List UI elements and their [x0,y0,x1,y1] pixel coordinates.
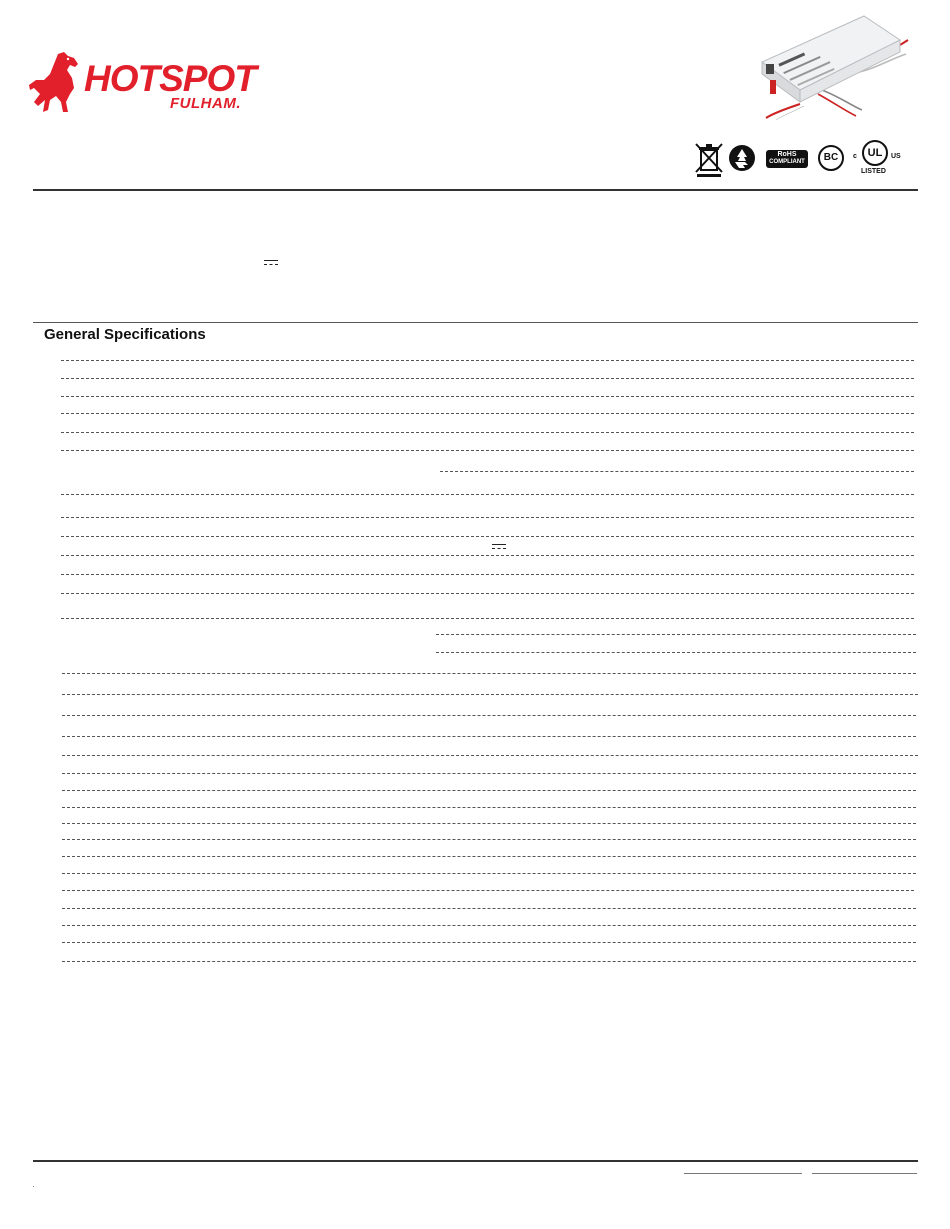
spec-line [440,471,914,472]
bc-badge [818,145,844,171]
horse-icon [28,50,84,114]
spec-line [62,736,916,737]
header-divider [33,189,918,191]
ul-listed-badge [853,140,907,180]
spec-line [61,413,914,414]
spec-line [61,555,914,556]
crossed-bin-icon [694,142,724,178]
spec-line [61,432,914,433]
spec-line [62,908,916,909]
recycle-icon [728,144,756,172]
bc-label: BC [823,152,839,163]
footer-link-underline[interactable] [684,1173,802,1174]
ul-caption: LISTED [861,168,886,175]
spec-line [62,925,916,926]
certification-marks [694,140,906,180]
spec-line [62,715,916,716]
spec-line [62,807,916,808]
rohs-compliant-label: COMPLIANT [769,159,805,165]
spec-line [61,378,914,379]
spec-line [62,961,916,962]
spec-line [61,360,914,361]
footer-divider [33,1160,918,1162]
ul-mark-label: UL [867,147,883,159]
spec-line [436,652,916,653]
spec-line [62,673,916,674]
rohs-badge [766,150,808,168]
spec-line [61,450,914,451]
spec-line [62,823,916,824]
spec-line [61,593,914,594]
spec-line [62,790,916,791]
spec-line [62,755,918,756]
dc-symbol-icon [264,260,278,266]
brand-name: HOTSPOT [84,58,256,99]
ul-prefix: c [853,153,857,160]
spec-line [62,873,916,874]
ul-suffix: US [891,153,901,160]
dc-symbol-icon [492,544,506,550]
spec-section-divider [33,322,918,323]
product-image [752,10,912,120]
spec-line [61,494,914,495]
ul-mark [862,140,888,166]
spec-line [62,856,916,857]
spec-line [62,694,918,695]
spec-line [61,618,914,619]
spec-line [61,536,914,537]
brand-logo [28,50,268,116]
spec-line [61,517,914,518]
footer-mark [33,1186,34,1187]
spec-line [61,396,914,397]
spec-line [62,942,916,943]
brand-subname: FULHAM. [170,95,241,112]
spec-line [62,773,916,774]
spec-line [62,890,914,891]
rohs-label: RoHS [777,151,797,158]
spec-line [436,634,916,635]
section-title: General Specifications [44,326,206,343]
spec-line [61,574,914,575]
footer-link-underline[interactable] [812,1173,917,1174]
spec-line [62,839,916,840]
